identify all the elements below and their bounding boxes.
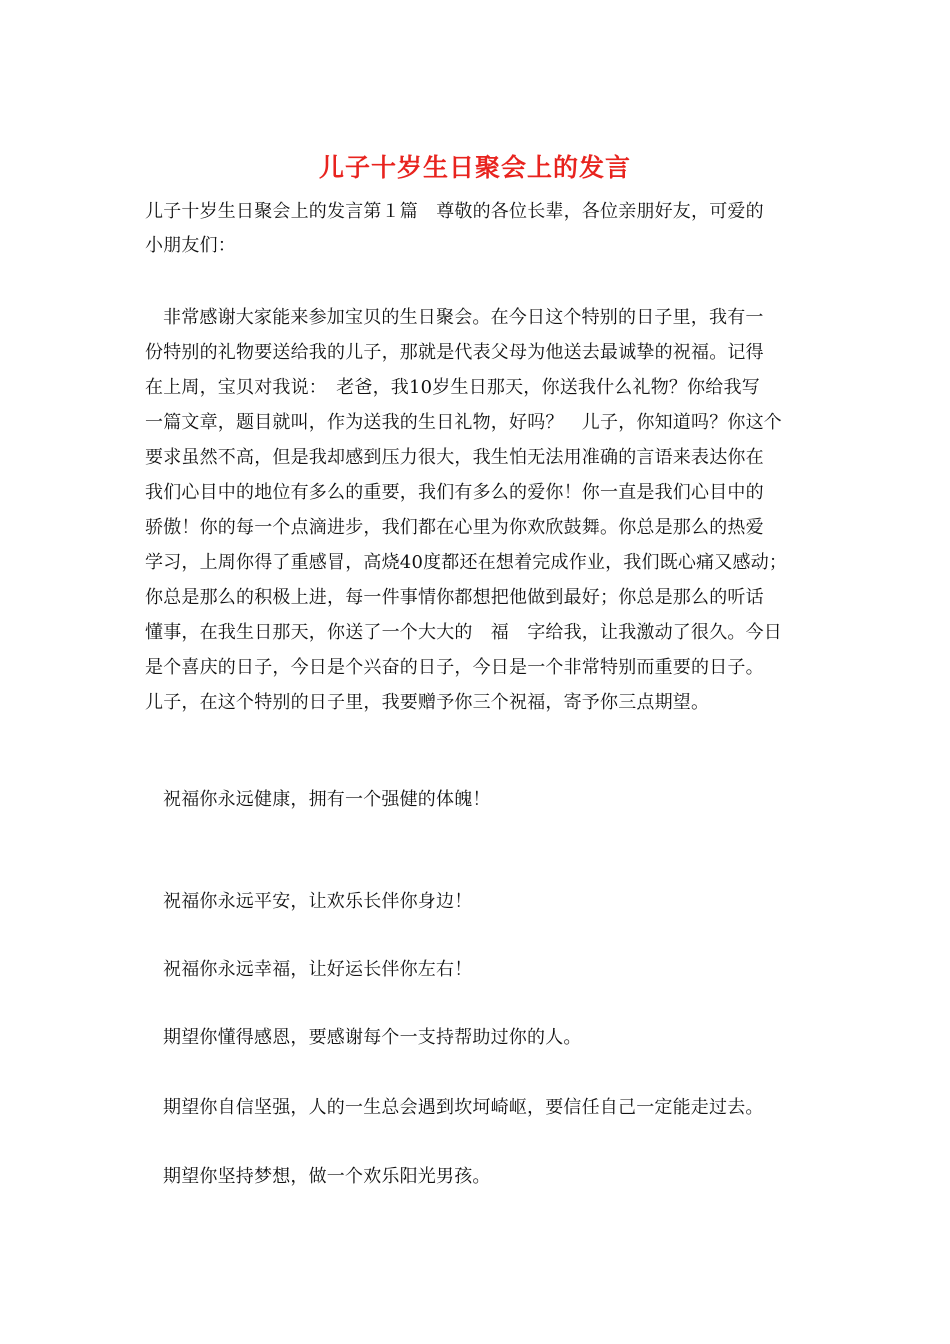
hope-line: 期望你懂得感恩，要感谢每个一支持帮助过你的人。 xyxy=(163,1027,582,1048)
body-line: 一篇文章，题目就叫，作为送我的生日礼物，好吗？ 儿子，你知道吗？你这个 xyxy=(145,412,782,433)
body-line: 非常感谢大家能来参加宝贝的生日聚会。在今日这个特别的日子里，我有一 xyxy=(163,307,764,328)
body-line: 懂事，在我生日那天，你送了一个大大的 福 字给我，让我激动了很久。今日 xyxy=(145,622,782,643)
hope-line: 期望你自信坚强，人的一生总会遇到坎坷崎岖，要信任自己一定能走过去。 xyxy=(163,1097,764,1118)
wish-line: 祝福你永远健康，拥有一个强健的体魄！ xyxy=(163,789,491,810)
body-line: 是个喜庆的日子，今日是个兴奋的日子，今日是一个非常特别而重要的日子。 xyxy=(145,657,764,678)
wish-line: 祝福你永远平安，让欢乐长伴你身边！ xyxy=(163,891,473,912)
document-title: 儿子十岁生日聚会上的发言 xyxy=(318,153,631,182)
intro-line: 小朋友们： xyxy=(145,235,236,256)
body-line: 要求虽然不高，但是我却感到压力很大，我生怕无法用准确的言语来表达你在 xyxy=(145,447,764,468)
body-line: 我们心目中的地位有多么的重要，我们有多么的爱你！你一直是我们心目中的 xyxy=(145,482,764,503)
intro-line: 儿子十岁生日聚会上的发言第１篇 尊敬的各位长辈，各位亲朋好友，可爱的 xyxy=(145,201,764,222)
wish-line: 祝福你永远幸福，让好运长伴你左右！ xyxy=(163,959,473,980)
body-line: 份特别的礼物要送给我的儿子，那就是代表父母为他送去最诚挚的祝福。记得 xyxy=(145,342,764,363)
body-line: 儿子，在这个特别的日子里，我要赠予你三个祝福，寄予你三点期望。 xyxy=(145,692,710,713)
hope-line: 期望你坚持梦想，做一个欢乐阳光男孩。 xyxy=(163,1166,491,1187)
body-line: 骄傲！你的每一个点滴进步，我们都在心里为你欢欣鼓舞。你总是那么的热爱 xyxy=(145,517,764,538)
body-line: 在上周，宝贝对我说： 老爸，我10岁生日那天，你送我什么礼物？你给我写 xyxy=(145,377,760,398)
body-line: 你总是那么的积极上进，每一件事情你都想把他做到最好；你总是那么的听话 xyxy=(145,587,764,608)
body-line: 学习，上周你得了重感冒，高烧40度都还在想着完成作业，我们既心痛又感动； xyxy=(145,552,788,573)
